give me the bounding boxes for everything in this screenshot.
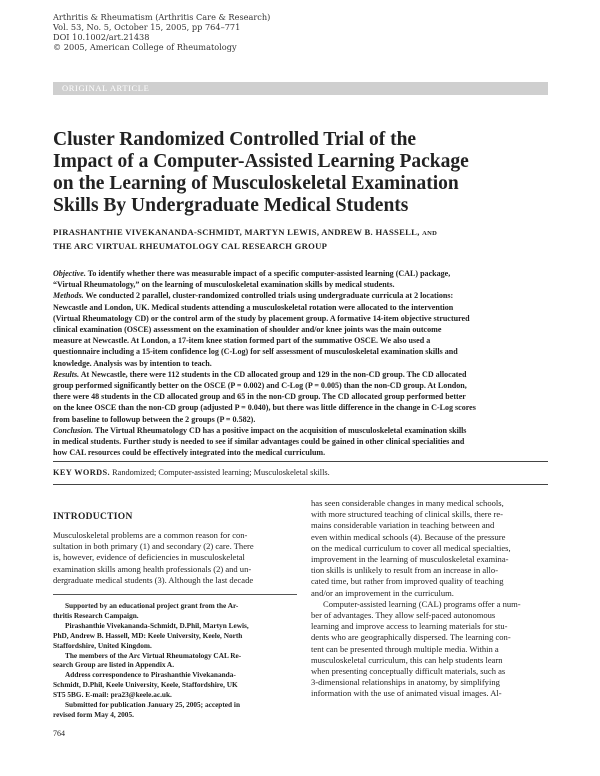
journal-name: Arthritis & Rheumatism (Arthritis Care & Research) [53,12,271,22]
author-and: AND [422,230,438,237]
author-line [53,226,553,240]
body-line: on the medical curriculum to cover all medical specialties, [311,542,511,553]
abstract-line: “Virtual Rheumatology,” on the learning of musculoskeletal examination skills by medical students. [53,280,395,290]
footnote-line: Schmidt, D.Phil, Keele University, Keele, Staffordshire, UK [53,680,238,690]
body-left-column [53,530,297,586]
title-line: on the Learning of Musculoskeletal Examination [53,173,459,194]
abstract-line: how CAL resources could be effectively integrated into the medical curriculum. [53,448,326,458]
footnote-line: thritis Research Campaign. [53,610,139,620]
body-right-column [311,498,551,700]
footnote-line: Pirashanthie Vivekananda-Schmidt, D.Phil, Martyn Lewis, [65,620,249,630]
body-line: dergraduate medical students (3). Although the last decade [53,574,254,585]
footnote-line: The members of the Arc Virtual Rheumatology CAL Re- [65,650,242,660]
body-line: Computer-assisted learning (CAL) programs offer a num- [323,598,521,609]
body-line: cated time, but rather from improved quality of teaching [311,576,504,587]
footnote-line: Staffordshire, United Kingdom. [53,640,152,650]
body-line: sultation in both primary (1) and secondary (2) care. There [53,541,254,552]
footnote-line: revised form May 4, 2005. [53,709,134,719]
conclusion-text: The Virtual Rheumatology CD has a positive impact on the acquisition of musculoskeletal examination skills [94,425,467,435]
abstract-line: (Virtual Rheumatology CD) or the control arm of the study by placement group. A formative 14-item objective structured [53,313,470,323]
abstract-line: group performed significantly better on the OSCE (P = 0.002) and C-Log (P = 0.005) than the non-CD group. At London, [53,381,467,391]
body-line: ber of advantages. They allow self-paced autonomous [311,610,496,621]
abstract-line: on the knee OSCE than the non-CD group (adjusted P = 0.040), but there was little difference in the change in C-Log scores [53,403,476,413]
abstract-line: from baseline to followup between the 2 groups (P = 0.582). [53,414,256,424]
body-line: dents who are geographically dispersed. The learning con- [311,632,511,643]
abstract-line: Newcastle and London, UK. Medical students attending a musculoskeletal rotation were allocated to the intervention [53,302,454,312]
keywords-bottom-rule [53,484,548,485]
abstract-line: measure at Newcastle. At London, a 17-item knee station formed part of the summative OSCE. We also used a [53,336,431,346]
article-title [53,129,553,217]
body-line: tion skills is unlikely to result from an increase in allo- [311,565,499,576]
keywords [53,468,330,477]
keywords-text: Randomized; Computer-assisted learning; Musculoskeletal skills. [112,468,330,477]
body-line: when presenting conceptually difficult materials, such as [311,666,506,677]
objective-label: Objective. [53,269,86,278]
body-line: with more structured teaching of clinical skills, there re- [311,509,504,520]
abstract-line: in medical students. Further study is needed to see if similar advantages could be gained in other clinical specialities and [53,437,465,447]
abstract-line [53,290,548,301]
abstract [53,268,548,458]
body-line: and/or an improvement in the curriculum. [311,587,454,598]
author-list [53,226,553,252]
abstract-line: clinical examination (OSCE) assessment on the examination of shoulder and/or knee joints was the main outcome [53,325,442,335]
title-line: Skills By Undergraduate Medical Students [53,195,409,216]
title-line: Cluster Randomized Controlled Trial of the [53,129,417,150]
body-line: Musculoskeletal problems are a common reason for con- [53,530,248,540]
footnote-line: Submitted for publication January 25, 2005; accepted in [65,700,241,710]
author-names: PIRASHANTHIE VIVEKANANDA-SCHMIDT, MARTYN LEWIS, ANDREW B. HASSELL, [53,227,420,237]
keywords-label: KEY WORDS. [53,468,111,477]
footnote-line: Supported by an educational project grant from the Ar- [65,601,239,610]
body-line: has seen considerable changes in many medical schools, [311,498,504,508]
keywords-top-rule [53,461,548,462]
body-line: musculoskeletal curriculum, this can help students learn [311,654,503,665]
body-line: improvement in the learning of musculoskeletal examina- [311,554,509,565]
body-line: learning and improve access to learning materials for stu- [311,621,508,632]
abstract-line: there were 48 students in the CD allocated group and 65 in the non-CD group. The CD allocated group performed better [53,392,466,402]
methods-label: Methods. [53,291,84,301]
title-line: Impact of a Computer-Assisted Learning Package [53,151,469,172]
objective-text: To identify whether there was measurable impact of a specific computer-assisted learning (CAL) package, [87,269,451,278]
journal-doi: DOI 10.1002/art.21438 [53,32,150,42]
journal-citation [53,12,353,52]
footnote-rule [53,594,297,595]
methods-text: We conducted 2 parallel, cluster-randomized controlled trials using undergraduate curricula at 2 locations: [85,291,454,301]
footnote-line: PhD, Andrew B. Hassell, MD: Keele University, Keele, North [53,630,243,640]
abstract-line [53,268,548,279]
footnote-line: Address correspondence to Pirashanthie Vivekananda- [65,670,236,680]
body-line: even within medical schools (4). Because of the pressure [311,531,506,542]
body-line: 3-dimensional relationships in anatomy, by simplifying [311,677,500,688]
body-line: is, however, evidence of deficiencies in musculoskeletal [53,552,245,563]
section-label: ORIGINAL ARTICLE [62,83,150,93]
body-line: examination skills among health professionals (2) and un- [53,563,252,574]
body-line: information with the use of animated visual images. Al- [311,688,502,699]
footnote-line: ST5 5BG. E-mail: pra23@keele.ac.uk. [53,690,172,700]
page-number: 764 [53,729,65,738]
section-heading-introduction: INTRODUCTION [53,512,133,522]
section-band [53,82,548,95]
abstract-line: knowledge. Analysis was by intention to teach. [53,358,212,368]
journal-copyright: © 2005, American College of Rheumatology [53,42,237,52]
footnotes [53,601,297,720]
results-label: Results. [53,369,80,379]
footnote-line: search Group are listed in Appendix A. [53,660,175,670]
abstract-line [53,369,548,380]
abstract-line [53,425,548,436]
body-line: tent can be presented through multiple media. Within a [311,643,499,654]
conclusion-label: Conclusion. [53,425,94,435]
results-text: At Newcastle, there were 112 students in the CD allocated group and 129 in the non-CD group. The CD allocated [80,369,467,379]
journal-volume: Vol. 53, No. 5, October 15, 2005, pp 764–771 [53,22,241,32]
body-line: mains considerable variation in teaching between and [311,520,495,531]
abstract-line: questionnaire including a 15-item confidence log (C-Log) for self assessment of musculoskeletal examination skills and [53,347,458,357]
author-group: THE ARC VIRTUAL RHEUMATOLOGY CAL RESEARCH GROUP [53,241,328,251]
